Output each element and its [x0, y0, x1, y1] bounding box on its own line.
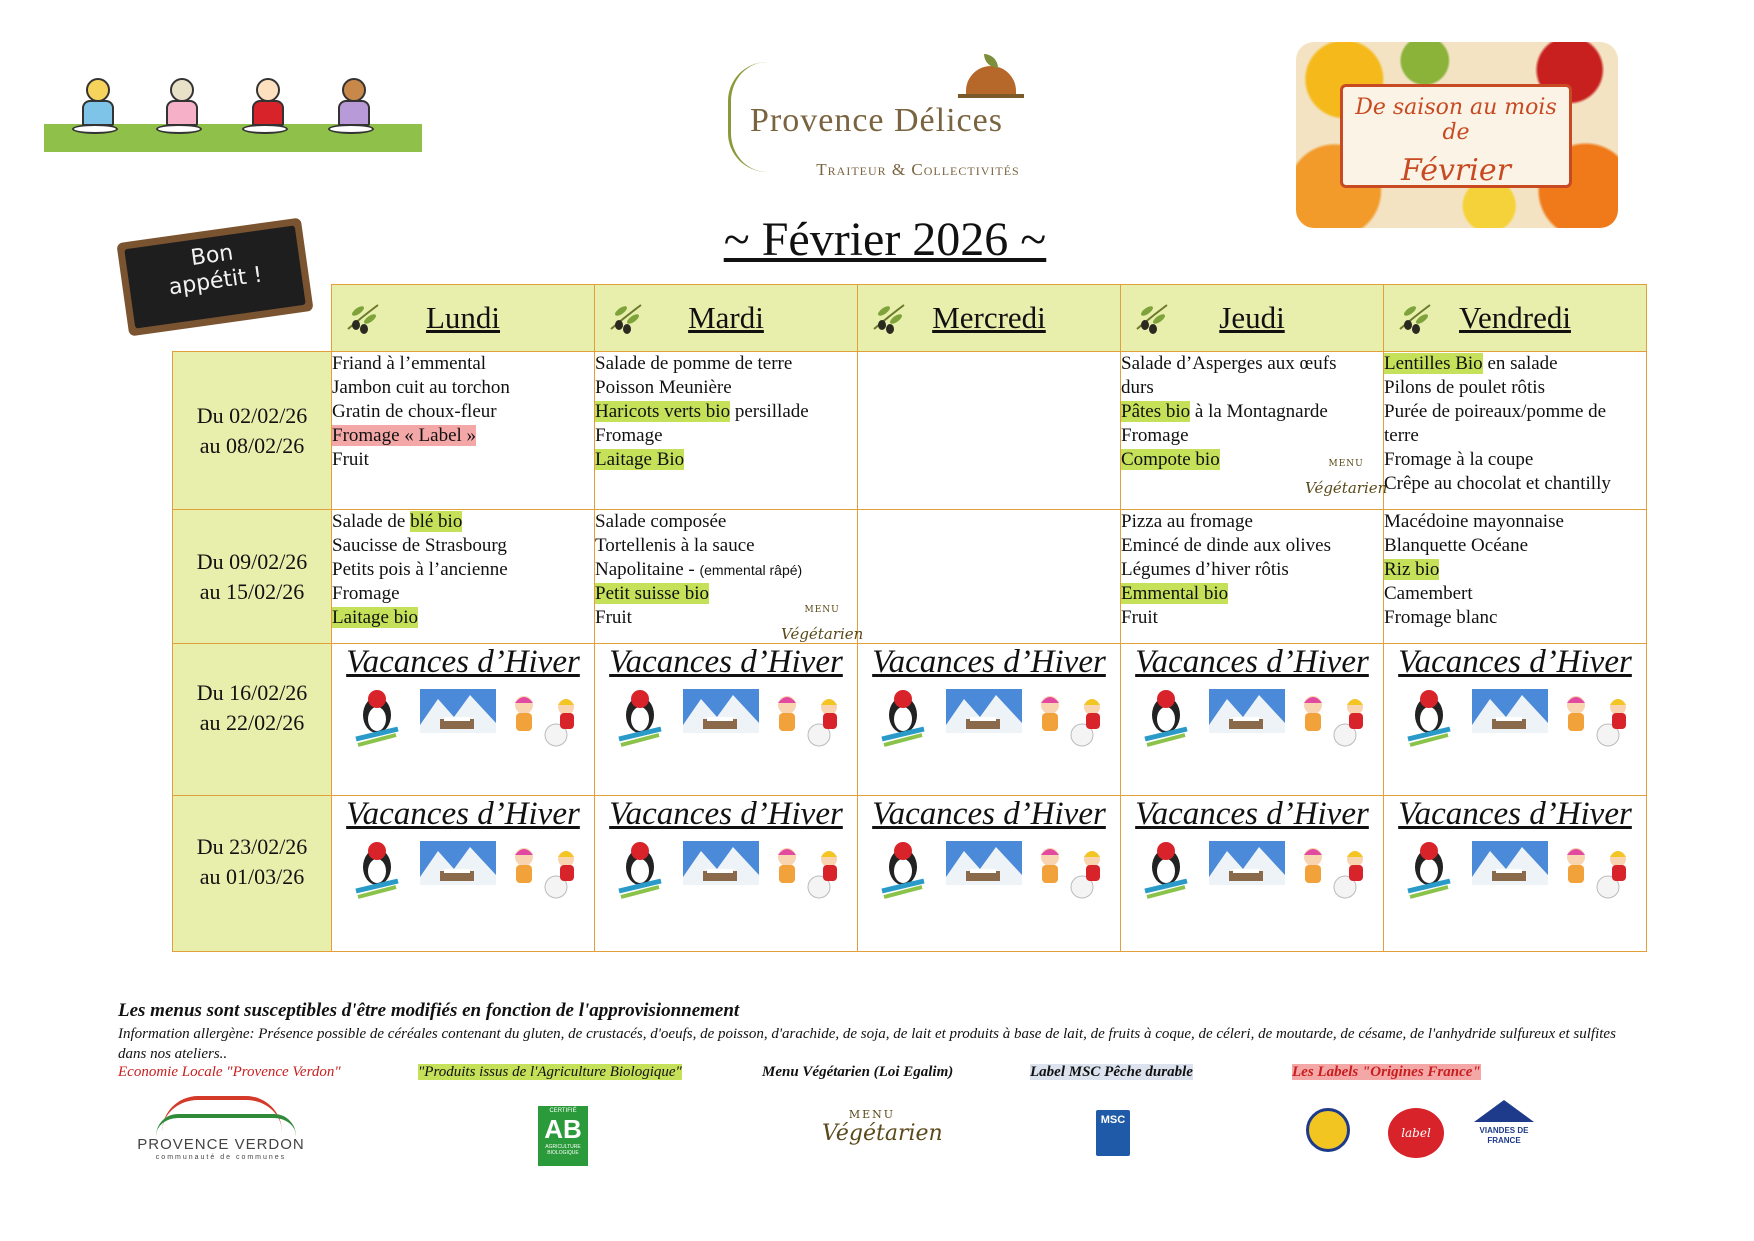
holiday-cell	[1384, 644, 1647, 796]
snowy-mountain-icon	[946, 841, 1022, 885]
bio-highlight: Pâtes bio	[1121, 401, 1191, 422]
ab-cert-text: CERTIFIÉ	[549, 1108, 577, 1114]
week-start: Du 09/02/26	[196, 548, 308, 574]
week-start: Du 23/02/26	[196, 834, 308, 859]
menu-cell-vendredi	[1384, 510, 1647, 644]
kids-snowman-icon	[1560, 691, 1632, 747]
menu-item: Salade de pomme de terre	[595, 353, 793, 374]
bio-highlight: Laitage bio	[332, 607, 418, 628]
snowy-mountain-icon	[1209, 689, 1285, 733]
kids-snowman-icon	[1297, 843, 1369, 899]
day-name: Mercredi	[932, 300, 1046, 335]
olive-branch-icon	[607, 299, 645, 337]
bio-highlight: Lentilles Bio	[1384, 353, 1483, 374]
season-line-2: Février	[1401, 153, 1511, 188]
bio-highlight: Emmental bio	[1121, 583, 1229, 604]
holiday-label: Vacances d’Hiver	[1135, 796, 1369, 832]
menu-item: Salade d’Asperges aux œufs	[1121, 353, 1337, 374]
menu-item: Poisson Meunière	[595, 377, 732, 398]
holiday-label: Vacances d’Hiver	[872, 644, 1106, 680]
snowy-mountain-icon	[420, 841, 496, 885]
bio-highlight: Petit suisse bio	[595, 583, 710, 604]
menu-item-note: (emmental râpé)	[699, 562, 803, 578]
day-header	[595, 285, 858, 352]
table-corner	[173, 285, 332, 352]
week-row-holiday	[173, 644, 1647, 796]
day-name: Lundi	[425, 300, 501, 335]
plate-icon	[72, 124, 118, 134]
season-line-1: De saison au mois de	[1355, 95, 1557, 145]
menu-item: terre	[1384, 425, 1419, 446]
kids-snowman-icon	[771, 843, 843, 899]
menu-item: Légumes d’hiver rôtis	[1121, 559, 1289, 580]
menu-cell-vendredi	[1384, 352, 1647, 510]
penguin-skier-icon	[352, 841, 402, 899]
provence-verdon-logo	[136, 1092, 306, 1168]
holiday-label: Vacances d’Hiver	[872, 796, 1106, 832]
day-header	[1384, 285, 1647, 352]
menu-vegetarien-badge	[1305, 452, 1387, 500]
week-end: au 22/02/26	[199, 710, 305, 735]
kid-figure	[162, 78, 202, 128]
menu-item	[1121, 400, 1383, 424]
legend-veg: Menu Végétarien (Loi Egalim)	[762, 1064, 954, 1080]
roof-shape	[1474, 1100, 1534, 1122]
menu-item: durs	[1121, 377, 1154, 398]
badge-line-1: MENU	[804, 605, 840, 615]
menu-item: Fromage	[1121, 425, 1189, 446]
menu-cell-jeudi	[1121, 352, 1388, 510]
provence-verdon-name: PROVENCE VERDON	[137, 1136, 305, 1153]
snowy-mountain-icon	[946, 689, 1022, 733]
menu-item	[332, 606, 594, 630]
week-row	[173, 510, 1647, 644]
holiday-label: Vacances d’Hiver	[1398, 644, 1632, 680]
week-label	[173, 352, 332, 510]
day-header	[858, 285, 1121, 352]
badge-line-2: Végétarien	[1305, 479, 1388, 497]
kids-snowman-icon	[1034, 843, 1106, 899]
menu-item: Purée de poireaux/pomme de	[1384, 401, 1607, 422]
legend-labels-text: Les Labels "Origines France"	[1292, 1064, 1481, 1080]
legend-bio-text: "Produits issus de l'Agriculture Biologique"	[418, 1064, 682, 1080]
holiday-cell	[595, 796, 858, 952]
veg-logo-line-2: Végétarien	[822, 1121, 943, 1146]
week-row	[173, 352, 1647, 510]
holiday-label: Vacances d’Hiver	[609, 796, 843, 832]
week-label	[173, 644, 332, 796]
snowy-mountain-icon	[1472, 841, 1548, 885]
penguin-skier-icon	[1141, 689, 1191, 747]
snowy-mountain-icon	[1472, 689, 1548, 733]
menu-item-rest: à la Montagnarde	[1194, 401, 1328, 422]
menu-item: Jambon cuit au torchon	[332, 377, 510, 398]
holiday-label: Vacances d’Hiver	[1135, 644, 1369, 680]
plate-icon	[328, 124, 374, 134]
viandes-text: VIANDES DE FRANCE	[1479, 1126, 1529, 1145]
badge-line-1: MENU	[1328, 459, 1364, 469]
menu-item: Fromage	[595, 425, 663, 446]
menu-item	[595, 448, 857, 472]
week-end: au 15/02/26	[199, 578, 305, 604]
kids-snowman-icon	[508, 691, 580, 747]
week-label	[173, 510, 332, 644]
penguin-skier-icon	[352, 689, 402, 747]
snowy-mountain-icon	[683, 841, 759, 885]
cloche-icon	[966, 66, 1016, 94]
bio-highlight: Compote bio	[1121, 449, 1220, 470]
kids-snowman-icon	[508, 843, 580, 899]
menu-cell-lundi	[332, 510, 595, 644]
bio-highlight: Haricots verts bio	[595, 401, 731, 422]
day-header	[1121, 285, 1384, 352]
menu-item-rest: Salade de	[332, 511, 406, 532]
holiday-cell	[332, 644, 595, 796]
menu-item: Pizza au fromage	[1121, 511, 1253, 532]
bio-highlight: Riz bio	[1384, 559, 1440, 580]
holiday-label: Vacances d’Hiver	[1398, 796, 1632, 832]
holiday-cell	[332, 796, 595, 952]
veg-logo-line-1: MENU	[848, 1108, 896, 1121]
holiday-cell	[1384, 796, 1647, 952]
cloche-base	[958, 94, 1024, 98]
kid-figure	[248, 78, 288, 128]
holiday-label: Vacances d’Hiver	[609, 644, 843, 680]
page-title: ~ Février 2026 ~	[723, 213, 1047, 266]
kid-figure	[78, 78, 118, 128]
menu-item: Macédoine mayonnaise	[1384, 511, 1564, 532]
menu-item: Fromage blanc	[1384, 607, 1498, 628]
kids-snowman-icon	[771, 691, 843, 747]
brand-tagline: Traiteur & Collectivités	[816, 160, 1020, 179]
brand-name: Provence Délices	[750, 102, 1003, 139]
penguin-skier-icon	[1404, 689, 1454, 747]
menu-item: Crêpe au chocolat et chantilly	[1384, 473, 1611, 494]
menu-item: Fromage à la coupe	[1384, 449, 1534, 470]
menu-item-rest: Napolitaine -	[595, 559, 695, 580]
kid-figure	[334, 78, 374, 128]
day-header-row	[173, 285, 1647, 352]
bio-highlight: Laitage Bio	[595, 449, 685, 470]
menu-vegetarien-logo	[822, 1108, 943, 1146]
olive-branch-icon	[870, 299, 908, 337]
menu-item-rest: persillade	[734, 401, 809, 422]
provence-verdon-sub: communauté de communes	[155, 1154, 287, 1161]
legend-bio	[418, 1064, 682, 1081]
menu-item: Friand à l’emmental	[332, 353, 487, 374]
ab-letters: AB	[544, 1114, 582, 1144]
viandes-de-france-logo	[1474, 1100, 1534, 1156]
menu-item: Camembert	[1384, 583, 1473, 604]
menu-cell-lundi	[332, 352, 595, 510]
olive-branch-icon	[344, 299, 382, 337]
legend-msc	[1030, 1064, 1193, 1081]
menu-item: Saucisse de Strasbourg	[332, 535, 507, 556]
kids-at-table-illustration	[44, 62, 422, 152]
legend-msc-text: Label MSC Pêche durable	[1030, 1064, 1193, 1080]
day-name: Jeudi	[1219, 300, 1285, 335]
olive-branch-icon	[1133, 299, 1171, 337]
ab-caption: AGRICULTURE BIOLOGIQUE	[545, 1144, 581, 1156]
menu-item: Blanquette Océane	[1384, 535, 1529, 556]
holiday-cell	[858, 796, 1121, 952]
week-end: au 08/02/26	[199, 432, 305, 458]
holiday-cell	[1121, 796, 1384, 952]
day-name: Mardi	[688, 300, 764, 335]
menu-item	[332, 424, 594, 448]
kids-snowman-icon	[1034, 691, 1106, 747]
day-name: Vendredi	[1459, 300, 1571, 335]
menu-cell-mardi	[595, 510, 864, 644]
menu-item: Fruit	[332, 449, 369, 470]
menu-item: Fruit	[1121, 607, 1158, 628]
legend-labels	[1292, 1064, 1481, 1081]
menu-item	[1384, 352, 1646, 376]
menu-item: Gratin de choux-fleur	[332, 401, 497, 422]
olive-branch-icon	[1396, 299, 1434, 337]
menu-vegetarien-badge	[781, 598, 863, 646]
menu-item	[1384, 558, 1646, 582]
penguin-skier-icon	[878, 841, 928, 899]
kids-snowman-icon	[1297, 691, 1369, 747]
holiday-label: Vacances d’Hiver	[346, 796, 580, 832]
seasonal-fruit-badge	[1296, 42, 1618, 228]
week-row-holiday	[173, 796, 1647, 952]
penguin-skier-icon	[878, 689, 928, 747]
menu-item	[595, 558, 857, 582]
legend-local: Economie Locale "Provence Verdon"	[118, 1064, 341, 1080]
snowy-mountain-icon	[420, 689, 496, 733]
chalkboard-line-1: Bon	[189, 240, 235, 272]
plate-icon	[242, 124, 288, 134]
label-highlight: Fromage « Label »	[332, 425, 477, 446]
penguin-skier-icon	[1141, 841, 1191, 899]
menu-cell-mercredi	[858, 352, 1121, 510]
label-rouge-logo: label Rouge	[1388, 1108, 1444, 1158]
week-label	[173, 796, 332, 952]
holiday-cell	[595, 644, 858, 796]
menu-item: Tortellenis à la sauce	[595, 535, 755, 556]
msc-logo	[1096, 1110, 1130, 1156]
ab-organic-logo	[538, 1106, 588, 1166]
week-start: Du 16/02/26	[196, 680, 308, 705]
msc-text: MSC	[1100, 1114, 1126, 1126]
holiday-label: Vacances d’Hiver	[346, 644, 580, 680]
menu-item: Fromage	[332, 583, 400, 604]
menu-item	[1121, 582, 1383, 606]
week-start: Du 02/02/26	[196, 402, 308, 428]
menu-disclaimer: Les menus sont susceptibles d'être modifiés en fonction de l'approvisionnement	[118, 1000, 740, 1021]
snowy-mountain-icon	[683, 689, 759, 733]
menu-cell-jeudi	[1121, 510, 1384, 644]
chalkboard-line-2: appétit !	[167, 262, 264, 301]
logo-wave-green	[156, 1114, 296, 1136]
provence-delices-logo	[728, 52, 1048, 182]
snowy-mountain-icon	[1209, 841, 1285, 885]
seasonal-board	[1340, 84, 1572, 188]
bio-highlight: blé bio	[410, 511, 463, 532]
holiday-cell	[1121, 644, 1384, 796]
menu-item	[595, 400, 857, 424]
igp-seal-icon	[1306, 1108, 1350, 1152]
weekly-menu-table	[172, 284, 1647, 952]
week-end: au 01/03/26	[199, 864, 305, 889]
day-header	[332, 285, 595, 352]
penguin-skier-icon	[615, 841, 665, 899]
badge-line-2: Végétarien	[781, 625, 864, 643]
menu-item-rest: en salade	[1487, 353, 1558, 374]
holiday-cell	[858, 644, 1121, 796]
menu-item	[332, 510, 594, 534]
menu-item: Pilons de poulet rôtis	[1384, 377, 1545, 398]
menu-item: Fruit	[595, 607, 632, 628]
menu-item: Salade composée	[595, 511, 727, 532]
penguin-skier-icon	[1404, 841, 1454, 899]
menu-cell-mercredi	[858, 510, 1121, 644]
allergen-info: Information allergène: Présence possible de céréales contenant du gluten, de crustacés, d'oeufs, de poisson, d'arachide, de soja, de lait et produits à base de lait, de fruits à coque, de céleri, de moutarde, de césame, de l'anhydride sulfureux et sulfites dans nos ateliers..	[118, 1026, 1616, 1062]
plate-icon	[156, 124, 202, 134]
penguin-skier-icon	[615, 689, 665, 747]
menu-cell-mardi	[595, 352, 858, 510]
menu-item: Emincé de dinde aux olives	[1121, 535, 1331, 556]
kids-snowman-icon	[1560, 843, 1632, 899]
menu-item: Petits pois à l’ancienne	[332, 559, 508, 580]
